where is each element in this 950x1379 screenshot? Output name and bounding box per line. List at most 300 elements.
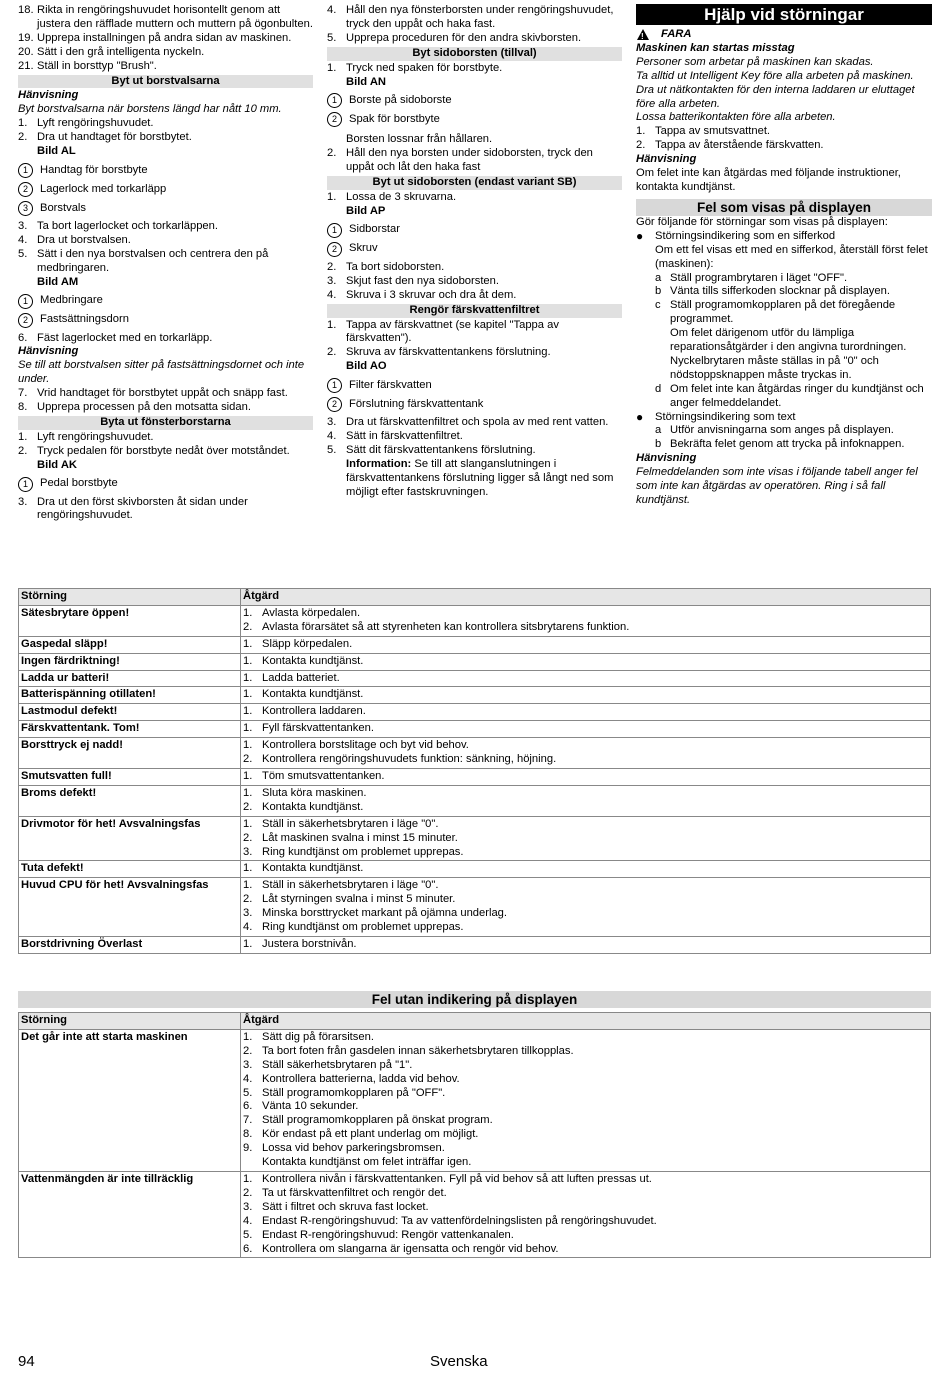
list-text: Tappa av färskvattnet (se kapitel "Tappa av färskvatten"). [346,318,559,345]
action-item [243,1045,928,1059]
callout-text: Förslutning färskvattentank [349,397,484,410]
callout-item [327,93,622,108]
list-text: Skruva av färskvattentankens förslutning. [346,346,551,359]
action-number: 2. [243,1044,253,1057]
list-item [18,117,313,131]
fault-cell: Sätesbrytare öppen! [19,605,241,636]
note-title: Hänvisning [636,452,697,465]
list-text: Sätt in färskvattenfiltret. [346,430,463,443]
action-text: Kontakta kundtjänst. [262,862,364,875]
info-label: Information: [346,457,412,470]
list-number: 7. [18,387,28,400]
fault-cell: Borsttryck ej nadd! [19,738,241,769]
table-row [19,687,931,704]
list-text: Sätt i den grå intelligenta nyckeln. [37,45,205,58]
action-text: Avlasta körpedalen. [262,606,361,619]
list-number: 18. [18,4,34,16]
action-cell [241,878,931,937]
sub-item [636,285,932,299]
callout-item [18,182,313,197]
sub-letter [655,327,670,383]
action-number: 1. [243,688,253,701]
fault-cell: Drivmotor för het! Avsvalningsfas [19,816,241,861]
step-list [327,261,622,303]
action-text: Kontakta kundtjänst. [262,800,364,813]
list-number: 4. [327,4,337,16]
note-text: Felmeddelanden som inte visas i följande tabell anger fel som inte kan åtgärdas av operatören. Ring i så fall kundtjänst. [636,466,918,506]
list-number: 1. [18,117,28,130]
sub-text: Ställ programomkopplaren på det föregående programmet. [670,299,896,326]
intro-text: Gör följande för störningar som visas på displayen: [636,215,888,228]
sub-item [636,383,932,411]
step-list [327,416,622,458]
list-text: Sätt dit färskvattentankens förslutning. [346,443,536,456]
action-item [243,688,928,702]
list-number: 5. [327,31,337,44]
action-number: 1. [243,606,253,619]
action-number: 2. [243,800,253,813]
list-text: Skruva i 3 skruvar och dra åt dem. [346,288,517,301]
table-row [19,861,931,878]
list-item [18,46,313,60]
action-number: 2. [243,1186,253,1199]
sub-item [636,272,932,286]
step-list [18,117,313,145]
action-text: Ställ programomkopplaren på "OFF". [262,1086,446,1099]
action-number: 3. [243,1200,253,1213]
list-text: Rikta in rengöringshuvudet horisontellt genom att justera den räfflade muttern och muttern på ögonbulten. [37,4,313,30]
list-item [18,32,313,46]
action-number: 1. [243,722,253,735]
fault-cell: Borstdrivning Överlast [19,936,241,953]
callout-number: 1 [18,477,33,492]
action-item [243,1229,928,1243]
figure-ref: Bild AK [37,458,77,471]
bullet-item: ● Störningsindikering som en sifferkod [636,228,836,243]
callout-item [327,112,622,127]
fault-cell: Det går inte att starta maskinen [19,1029,241,1171]
action-text: Kontrollera laddaren. [262,705,366,718]
action-item [243,1073,928,1087]
callout-number: 2 [327,242,342,257]
step-list [18,387,313,415]
figure-ref: Bild AP [346,204,386,217]
action-cell [241,861,931,878]
action-text: Ta ut färskvattenfiltret och rengör det. [262,1186,447,1199]
action-cell [241,687,931,704]
table-row [19,704,931,721]
sub-text: Bekräfta felet genom att trycka på infoknappen. [670,438,905,451]
text-line: Lossa batterikontakten före alla arbeten. [636,111,836,124]
list-number: 2. [327,260,337,273]
sub-letter: c [655,299,661,312]
table-row [19,768,931,785]
action-number: 1. [243,769,253,782]
callout-number: 2 [327,112,342,127]
danger-heading: Maskinen kan startas misstag [636,41,795,54]
list-item [636,125,932,139]
list-number: 2. [18,131,28,144]
sub-letter: b [655,438,662,451]
action-cell [241,785,931,816]
list-text: Dra ut den först skivborsten åt sidan under rengöringshuvudet. [37,495,248,522]
action-number: 1. [243,937,253,950]
callout-number: 1 [18,163,33,178]
fault-table-no-display [18,1012,931,1258]
callout-list [327,93,622,127]
list-number: 2. [636,139,646,152]
callout-text: Borstvals [40,201,87,214]
action-text: Kontakta kundtjänst om felet inträffar igen. [262,1156,472,1169]
list-number: 3. [18,219,28,232]
callout-list [18,163,313,216]
section-heading: Fel utan indikering på displayen [18,991,931,1008]
step-list [327,147,622,175]
section-heading: Byta ut fönsterborstarna [18,416,313,430]
action-text: Sätt i filtret och skruva fast locket. [262,1200,429,1213]
action-item [243,818,928,832]
table-header-row [19,1013,931,1030]
list-text: Tappa av återstående färskvatten. [655,139,824,152]
list-item [18,248,313,276]
list-number: 21. [18,59,34,72]
action-item [243,655,928,669]
table-row [19,738,931,769]
list-text: Dra ut handtaget för borstbytet. [37,131,192,144]
list-text: Upprepa proceduren för den andra skivborsten. [346,31,582,44]
list-number: 1. [18,430,28,443]
note-text: Byt borstvalsarna när borstens längd har nått 10 mm. [18,103,282,116]
list-item [18,387,313,401]
fault-table-display [18,588,931,954]
action-text: Sluta köra maskinen. [262,786,367,799]
list-number: 5. [327,443,337,456]
fault-cell: Tuta defekt! [19,861,241,878]
action-cell [241,1029,931,1171]
info-note [327,458,622,500]
action-cell [241,738,931,769]
action-item [243,1173,928,1187]
callout-list [327,223,622,257]
list-text: Håll den nya borsten under sidoborsten, tryck den uppåt och låt den haka fast [346,147,593,174]
action-text: Kontrollera nivån i färskvattentanken. Fyll på vid behov så att luften pressas ut. [262,1172,652,1185]
step-list [18,496,313,524]
action-text: Ställ in säkerhetsbrytaren i läge "0". [262,879,439,892]
list-item [327,191,622,205]
list-item [327,275,622,289]
action-text: Ställ säkerhetsbrytaren på "1". [262,1058,413,1071]
table-row [19,721,931,738]
action-number: 4. [243,1072,253,1085]
step-list [18,332,313,346]
action-text: Töm smutsvattentanken. [262,769,385,782]
callout-list [327,378,622,412]
action-text: Ring kundtjänst om problemet upprepas. [262,845,464,858]
action-item [243,921,928,935]
action-item [243,722,928,736]
header-action: Åtgärd [241,1013,931,1030]
figure-ref: Bild AM [37,275,79,288]
callout-item [18,201,313,216]
action-number: 6. [243,1242,253,1255]
action-item [243,1142,928,1156]
fault-cell: Broms defekt! [19,785,241,816]
danger-header [636,28,932,42]
list-item [327,261,622,275]
note-title: Hänvisning [18,89,79,102]
action-text: Minska borsttrycket markant på ojämna underlag. [262,907,507,920]
action-text: Avlasta förarsätet så att styrenheten kan kontrollera sitsbrytarens funktion. [262,620,630,633]
list-text: Tappa av smutsvattnet. [655,125,771,138]
list-item [327,319,622,347]
callout-item [327,223,622,238]
action-number: 4. [243,921,253,934]
callout-text: Handtag för borstbyte [40,163,148,176]
action-number: 1. [243,739,253,752]
action-cell [241,704,931,721]
action-number: 4. [243,1214,253,1227]
action-item [243,1215,928,1229]
action-number: 1. [243,1172,253,1185]
action-number: 7. [243,1114,253,1127]
action-item [243,846,928,860]
action-text: Vänta 10 sekunder. [262,1100,359,1113]
action-item [243,879,928,893]
table-row [19,816,931,861]
list-text: Fäst lagerlocket med en torkarläpp. [37,331,213,344]
action-number: 9. [243,1142,253,1155]
action-item [243,907,928,921]
list-item [18,496,313,524]
action-item [243,1100,928,1114]
column-3 [636,4,932,508]
callout-text: Fastsättningsdorn [40,313,129,326]
sub-list [636,424,932,452]
step-list [327,191,622,205]
sub-text: Ställ programbrytaren i läget "OFF". [670,271,848,284]
note-text: Borsten lossnar från hållaren. [346,133,493,146]
table-row [19,1029,931,1171]
callout-item [327,242,622,257]
step-list [327,62,622,76]
section-heading: Byt sidoborsten (tillval) [327,47,622,61]
callout-text: Pedal borstbyte [40,477,118,490]
page-number: 94 [18,1353,35,1370]
list-text: Sätt i den nya borstvalsen och centrera den på medbringaren. [37,247,269,274]
action-number: 1. [243,654,253,667]
list-number: 8. [18,401,28,414]
action-number: 3. [243,845,253,858]
action-item [243,1114,928,1128]
section-heading: Fel som visas på displayen [636,199,932,216]
list-item [327,32,622,46]
list-item [18,431,313,445]
action-text: Kontakta kundtjänst. [262,654,364,667]
list-number: 2. [327,147,337,160]
list-item [18,4,313,32]
list-number: 3. [327,416,337,429]
action-number: 2. [243,753,253,766]
callout-list [18,294,313,328]
bullet-body: Om ett fel visas ett med en sifferkod, återställ först felet (maskinen): [655,243,928,270]
action-number: 3. [243,907,253,920]
action-item [243,938,928,952]
fault-cell: Färskvattentank. Tom! [19,721,241,738]
action-text: Kontrollera borstslitage och byt vid behov. [262,739,469,752]
action-item [243,1156,928,1170]
list-number: 20. [18,45,34,58]
list-text: Lyft rengöringshuvudet. [37,117,154,130]
list-item [327,444,622,458]
action-cell [241,936,931,953]
header-fault: Störning [19,1013,241,1030]
list-text: Håll den nya fönsterborsten under rengöringshuvudet, tryck den uppåt och haka fast. [346,4,614,30]
action-item [243,1031,928,1045]
action-item [243,1243,928,1257]
table-row [19,653,931,670]
action-text: Kontakta kundtjänst. [262,688,364,701]
action-number: 1. [243,1030,253,1043]
fault-cell: Batterispänning otillaten! [19,687,241,704]
table-row [19,636,931,653]
action-item [243,1087,928,1101]
figure-ref: Bild AN [346,75,386,88]
action-text: Kontrollera om slangarna är igensatta och rengör vid behov. [262,1242,559,1255]
fault-cell: Huvud CPU för het! Avsvalningsfas [19,878,241,937]
action-number: 1. [243,637,253,650]
action-text: Ta bort foten från gasdelen innan säkerhetsbrytaren tillkopplas. [262,1044,574,1057]
callout-text: Borste på sidoborste [349,93,452,106]
action-text: Justera borstnivån. [262,937,357,950]
action-text: Ladda batteriet. [262,671,340,684]
action-cell [241,670,931,687]
step-list [327,319,622,361]
action-cell [241,768,931,785]
action-text: Endast R-rengöringshuvud: Rengör vattenkanalen. [262,1228,514,1241]
callout-text: Sidborstar [349,223,400,236]
list-text: Skjut fast den nya sidoborsten. [346,274,499,287]
callout-item [327,378,622,393]
footer-language: Svenska [430,1353,488,1370]
list-item [18,401,313,415]
callout-number: 1 [18,294,33,309]
header-action: Åtgärd [241,589,931,606]
action-text: Kör endast på ett plant underlag om möjligt. [262,1128,479,1141]
step-list [18,431,313,459]
list-number: 1. [636,125,646,138]
column-2 [327,4,622,500]
callout-item [18,477,313,492]
danger-text [636,56,932,126]
fault-cell: Smutsvatten full! [19,768,241,785]
list-item [327,430,622,444]
step-list [636,125,932,153]
list-text: Lossa de 3 skruvarna. [346,191,457,204]
action-cell [241,636,931,653]
section-heading: Byt ut borstvalsarna [18,75,313,89]
list-text: Tryck ned spaken för borstbyte. [346,61,503,74]
action-cell [241,1171,931,1257]
action-text: Sätt dig på förarsitsen. [262,1030,374,1043]
callout-text: Lagerlock med torkarläpp [40,182,167,195]
action-number: 1. [243,671,253,684]
list-number: 2. [327,346,337,359]
warning-triangle-icon [637,29,649,40]
callout-number: 2 [18,182,33,197]
list-text: Upprepa installningen på andra sidan av maskinen. [37,31,292,44]
callout-number: 1 [327,223,342,238]
callout-text: Filter färskvatten [349,378,432,391]
action-item [243,621,928,635]
list-item [327,147,622,175]
note-title: Hänvisning [18,345,79,358]
fault-cell: Ingen färdriktning! [19,653,241,670]
column-1 [18,4,313,523]
list-number: 4. [327,288,337,301]
danger-label: FARA [661,28,692,40]
action-item [243,672,928,686]
fault-cell: Gaspedal släpp! [19,636,241,653]
note-text: Om felet inte kan åtgärdas med följande instruktioner, kontakta kundtjänst. [636,167,901,193]
list-number: 3. [327,274,337,287]
sub-letter: a [655,271,662,284]
action-cell [241,653,931,670]
action-cell [241,816,931,861]
sub-item [636,438,932,452]
list-item [18,234,313,248]
action-number [243,1156,262,1170]
list-number: 1. [327,191,337,204]
callout-text: Medbringare [40,294,103,307]
action-number: 6. [243,1100,253,1113]
bullet-text: Störningsindikering som text [655,410,796,423]
text-line: Ta alltid ut Intelligent Key före alla arbeten på maskinen. Dra ut nätkontakten för den interna laddaren ur eluttaget före alla arbeten. [636,69,915,110]
action-number: 1. [243,786,253,799]
callout-number: 2 [18,313,33,328]
action-text: Släpp körpedalen. [262,637,353,650]
action-text: Endast R-rengöringshuvud: Ta av vattenfördelningslisten på rengöringshuvudet. [262,1214,657,1227]
sub-item [636,299,932,327]
callout-list [18,477,313,492]
action-text: Låt maskinen svalna i minst 15 minuter. [262,831,458,844]
table-row [19,605,931,636]
list-text: Upprepa processen på den motsatta sidan. [37,401,251,414]
list-item [327,62,622,76]
list-number: 4. [18,233,28,246]
action-item [243,638,928,652]
list-number: 3. [18,495,28,508]
callout-item [18,313,313,328]
list-item [18,60,313,74]
list-number: 4. [327,430,337,443]
info-text: Se till att slanganslutningen i färskvattentankens förslutning ligger så långt ned som möjligt efter fastskruvningen. [346,457,614,498]
callout-item [18,163,313,178]
action-number: 1. [243,862,253,875]
figure-ref: Bild AL [37,145,76,158]
section-heading: Rengör färskvattenfiltret [327,304,622,318]
action-text: Ställ programomkopplaren på önskat program. [262,1114,493,1127]
list-item [636,139,932,153]
action-text: Ställ in säkerhetsbrytaren i läge "0". [262,817,439,830]
action-item [243,1187,928,1201]
chapter-title: Hjälp vid störningar [636,4,932,25]
list-number: 1. [327,61,337,74]
action-text: Låt styrningen svalna i minst 5 minuter. [262,893,456,906]
table-row [19,878,931,937]
action-number: 5. [243,1086,253,1099]
action-number: 2. [243,831,253,844]
note-text: Se till att borstvalsen sitter på fastsättningsdornet och inte under. [18,359,305,386]
